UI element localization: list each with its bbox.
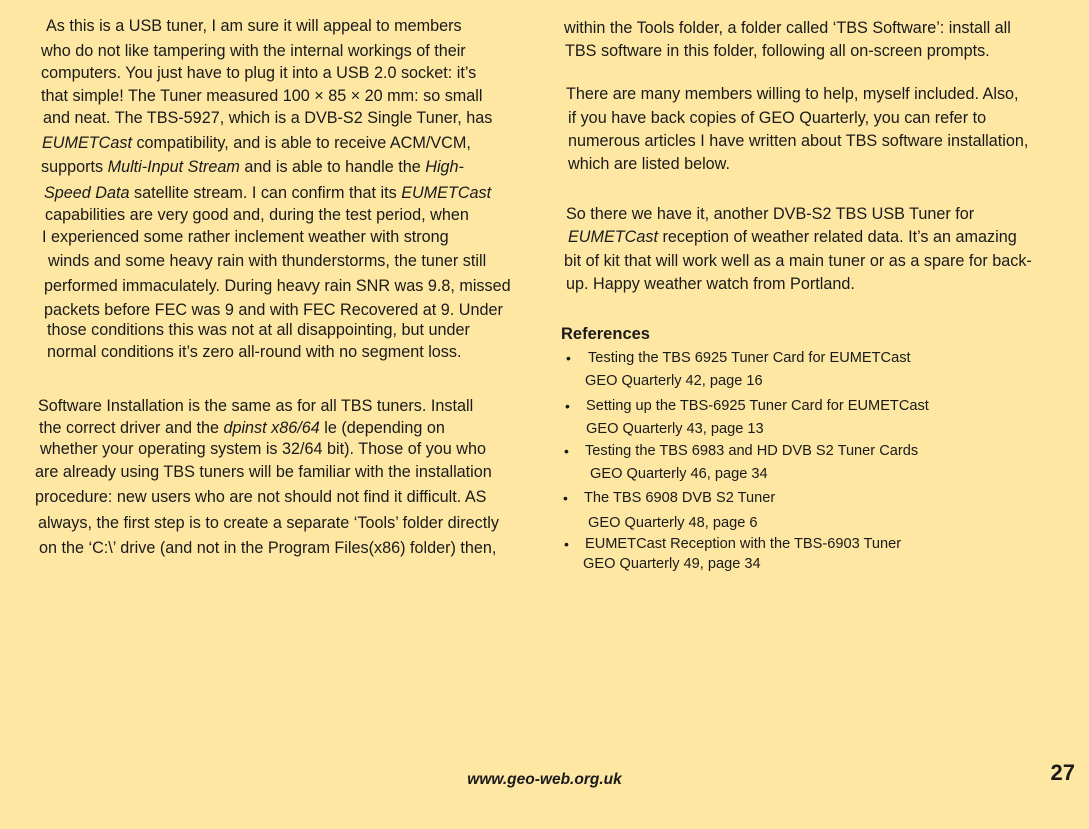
- reference-title: Testing the TBS 6983 and HD DVB S2 Tuner Cards: [585, 443, 919, 459]
- page-number: 27: [1050, 760, 1075, 785]
- text-line: that simple! The Tuner measured 100 × 85 × 20 mm: so small: [41, 87, 483, 105]
- references-heading: References: [561, 325, 650, 343]
- text-line: up. Happy weather watch from Portland.: [566, 275, 855, 293]
- italic-term: EUMETCast: [568, 228, 658, 246]
- text-line: which are listed below.: [568, 155, 730, 173]
- reference-source: GEO Quarterly 48, page 6: [588, 515, 758, 531]
- bullet-icon: •: [564, 536, 569, 552]
- text-line: if you have back copies of GEO Quarterly, you can refer to: [568, 109, 987, 127]
- italic-term: Multi-Input Stream: [107, 158, 240, 176]
- text-segment: satellite stream. I can confirm that its: [129, 184, 402, 202]
- text-line: whether your operating system is 32/64 bit). Those of you who: [40, 440, 486, 458]
- text-line: packets before FEC was 9 and with FEC Recovered at 9. Under: [44, 301, 503, 319]
- text-segment: reception of weather related data. It’s an amazing: [657, 228, 1017, 246]
- text-line: [39, 418, 445, 438]
- text-line: who do not like tampering with the internal workings of their: [41, 42, 466, 60]
- reference-source: GEO Quarterly 42, page 16: [585, 373, 763, 389]
- text-line: So there we have it, another DVB-S2 TBS USB Tuner for: [566, 205, 975, 223]
- text-line: capabilities are very good and, during the test period, when: [45, 206, 469, 224]
- text-line: performed immaculately. During heavy rain SNR was 9.8, missed: [44, 277, 511, 295]
- bullet-icon: •: [563, 490, 568, 506]
- text-segment: the correct driver and the: [39, 419, 224, 437]
- bullet-icon: •: [564, 443, 569, 459]
- reference-title: EUMETCast Reception with the TBS-6903 Tuner: [585, 536, 902, 552]
- text-line: I experienced some rather inclement weather with strong: [42, 228, 449, 246]
- bullet-icon: •: [565, 398, 570, 414]
- text-line: [41, 157, 464, 177]
- text-line: those conditions this was not at all disappointing, but under: [47, 321, 470, 339]
- italic-term: High-: [425, 158, 464, 176]
- reference-title: The TBS 6908 DVB S2 Tuner: [584, 490, 776, 506]
- reference-title: Testing the TBS 6925 Tuner Card for EUMETCast: [588, 350, 911, 366]
- italic-term: EUMETCast: [401, 184, 492, 202]
- text-segment: le (depending on: [319, 419, 445, 437]
- italic-term: EUMETCast: [42, 134, 132, 152]
- text-line: and neat. The TBS-5927, which is a DVB-S2 Single Tuner, has: [43, 109, 493, 127]
- text-line: computers. You just have to plug it into a USB 2.0 socket: it’s: [41, 64, 477, 82]
- text-line: numerous articles I have written about TBS software installation,: [568, 132, 1029, 150]
- bullet-icon: •: [566, 350, 571, 366]
- text-line: [44, 183, 491, 203]
- text-segment: compatibility, and is able to receive ACM/VCM,: [131, 134, 471, 152]
- text-segment: and is able to handle the: [239, 158, 426, 176]
- text-line: normal conditions it’s zero all-round with no segment loss.: [47, 343, 462, 361]
- text-line: As this is a USB tuner, I am sure it will appeal to members: [46, 17, 462, 35]
- text-line: on the ‘C:\’ drive (and not in the Program Files(x86) folder) then,: [39, 539, 497, 557]
- text-line: Software Installation is the same as for all TBS tuners. Install: [38, 397, 474, 415]
- text-line: always, the first step is to create a separate ‘Tools’ folder directly: [38, 514, 499, 532]
- text-segment: supports: [41, 158, 108, 176]
- text-line: [42, 133, 471, 153]
- italic-term: Speed Data: [44, 184, 130, 202]
- reference-source: GEO Quarterly 43, page 13: [586, 421, 764, 437]
- italic-term: dpinst x86/64: [223, 419, 320, 437]
- text-line: bit of kit that will work well as a main tuner or as a spare for back-: [564, 252, 1032, 270]
- text-line: There are many members willing to help, myself included. Also,: [566, 85, 1019, 103]
- text-line: winds and some heavy rain with thunderstorms, the tuner still: [48, 252, 487, 270]
- footer-url[interactable]: www.geo-web.org.uk: [467, 771, 622, 788]
- text-line: TBS software in this folder, following all on-screen prompts.: [565, 42, 990, 60]
- reference-source: GEO Quarterly 49, page 34: [583, 556, 761, 572]
- text-line: procedure: new users who are not should not find it difficult. AS: [35, 488, 487, 506]
- reference-title: Setting up the TBS-6925 Tuner Card for EUMETCast: [586, 398, 929, 414]
- text-line: are already using TBS tuners will be familiar with the installation: [35, 463, 492, 481]
- text-line: within the Tools folder, a folder called ‘TBS Software’: install all: [564, 19, 1011, 37]
- text-line: [568, 227, 1017, 247]
- reference-source: GEO Quarterly 46, page 34: [590, 466, 768, 482]
